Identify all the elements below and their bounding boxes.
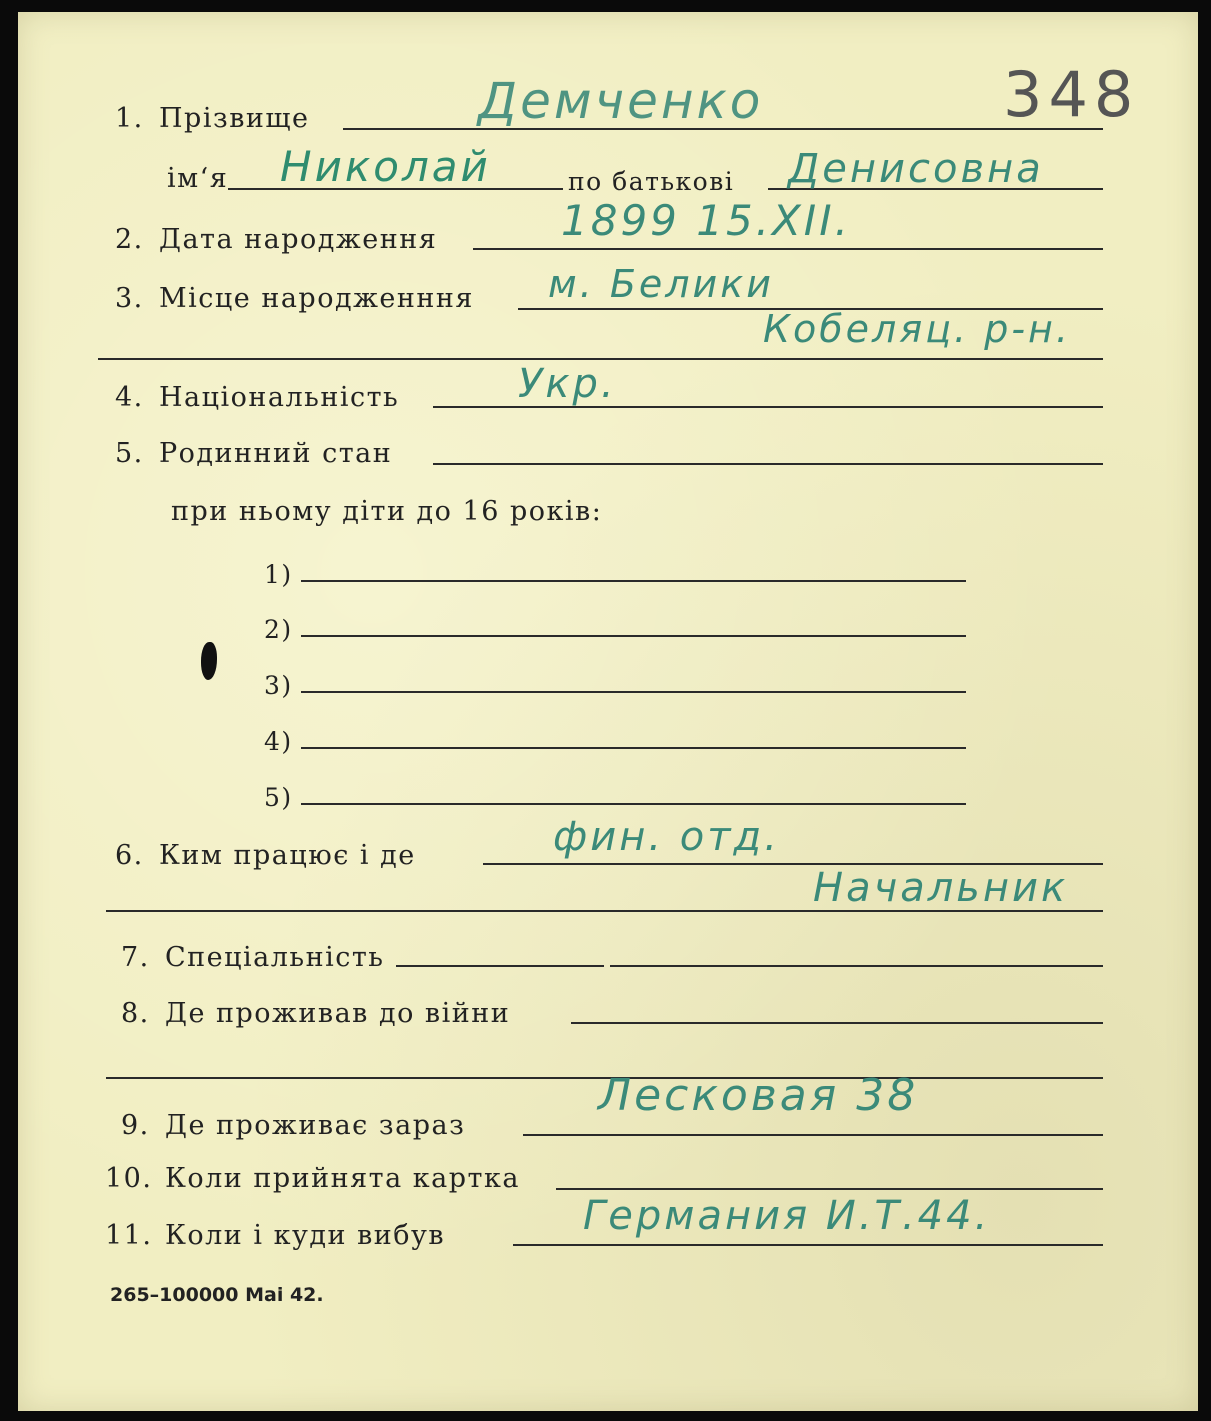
surname-value: Демченко bbox=[478, 72, 764, 130]
field-10-label: Коли прийнята картка bbox=[165, 1163, 520, 1194]
registration-card bbox=[18, 12, 1198, 1411]
field-7-line-b bbox=[610, 965, 1103, 967]
field-7-number: 7. bbox=[121, 942, 150, 973]
patronymic-value: Денисовна bbox=[788, 146, 1044, 192]
field-7-line-a bbox=[396, 965, 604, 967]
field-5-number: 5. bbox=[115, 438, 144, 469]
field-10-number: 10. bbox=[105, 1163, 153, 1194]
child-1-label: 1) bbox=[264, 560, 293, 589]
card-number-value: 348 bbox=[1003, 58, 1140, 131]
field-5-label: Родинний стан bbox=[159, 438, 393, 469]
child-5-line bbox=[301, 803, 966, 805]
field-6-number: 6. bbox=[115, 840, 144, 871]
punch-hole bbox=[201, 642, 217, 680]
field-1-number: 1. bbox=[115, 103, 144, 134]
field-5-line bbox=[433, 463, 1103, 465]
birth-date-value: 1899 15.XII. bbox=[561, 196, 851, 245]
field-9-number: 9. bbox=[121, 1110, 150, 1141]
field-4-number: 4. bbox=[115, 382, 144, 413]
birth-place-value-1: м. Белики bbox=[548, 262, 774, 306]
field-6-label: Ким працює і де bbox=[159, 840, 416, 871]
field-3-label: Місце народженння bbox=[159, 283, 474, 314]
field-2-number: 2. bbox=[115, 224, 144, 255]
field-2-line bbox=[473, 248, 1103, 250]
birth-place-value-2: Кобеляц. р-н. bbox=[763, 307, 1071, 351]
child-2-line bbox=[301, 635, 966, 637]
field-8-number: 8. bbox=[121, 998, 150, 1029]
first-name-label: ім‘я bbox=[167, 163, 229, 194]
residence-value: Лесковая 38 bbox=[598, 1070, 919, 1121]
child-4-line bbox=[301, 747, 966, 749]
work-value-2: Начальник bbox=[813, 865, 1069, 911]
field-9-label: Де проживає зараз bbox=[165, 1110, 466, 1141]
child-3-label: 3) bbox=[264, 671, 293, 700]
field-4-label: Національність bbox=[159, 382, 400, 413]
field-3-continuation-line bbox=[98, 358, 1103, 360]
nationality-value: Укр. bbox=[518, 361, 617, 407]
children-label: при ньому діти до 16 років: bbox=[171, 496, 603, 527]
field-11-line bbox=[513, 1244, 1103, 1246]
child-1-line bbox=[301, 580, 966, 582]
field-10-line bbox=[556, 1188, 1103, 1190]
child-5-label: 5) bbox=[264, 783, 293, 812]
child-3-line bbox=[301, 691, 966, 693]
printer-code: 265–100000 Mai 42. bbox=[110, 1284, 324, 1306]
child-4-label: 4) bbox=[264, 727, 293, 756]
field-9-line bbox=[523, 1134, 1103, 1136]
patronymic-label: по батькові bbox=[568, 167, 735, 196]
first-name-value: Николай bbox=[280, 142, 491, 191]
field-8-line bbox=[571, 1022, 1103, 1024]
work-value-1: фин. отд. bbox=[553, 814, 780, 860]
field-2-label: Дата народження bbox=[159, 224, 438, 255]
field-1-label: Прізвище bbox=[159, 103, 310, 134]
field-7-label: Спеціальність bbox=[165, 942, 385, 973]
child-2-label: 2) bbox=[264, 615, 293, 644]
field-8-label: Де проживав до війни bbox=[165, 998, 511, 1029]
field-11-number: 11. bbox=[105, 1220, 153, 1251]
field-11-label: Коли і куди вибув bbox=[165, 1220, 446, 1251]
field-3-number: 3. bbox=[115, 283, 144, 314]
departure-value: Германия И.Т.44. bbox=[583, 1193, 991, 1239]
